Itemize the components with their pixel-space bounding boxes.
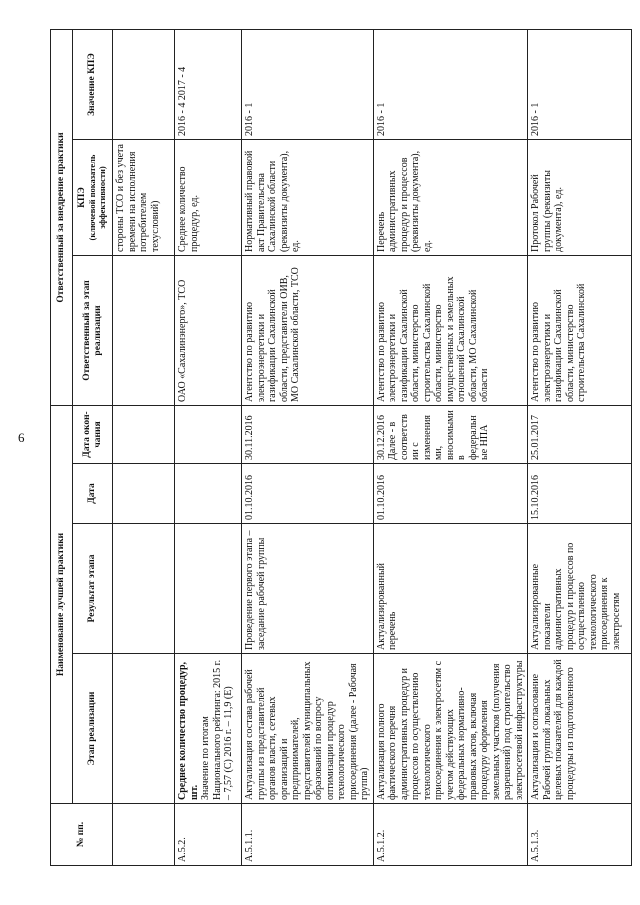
row-responsible: Агентство по развитию электроэнергетики и газификации Сахалинской области, представители ОИВ, МО Сахалинской области, ТСО (242, 256, 374, 406)
header-result: Результат этапа (73, 524, 113, 654)
row-stage: Актуализация полного фактического перечня административных процедур и процессов по осуществлению технологического присоединения к электросетям с учетом действующих федеральных нормативно-правовых актов, включая процедуру оформления земельных участков (получения разрешений) под строительство электросетевой инфраструктуры (373, 654, 528, 804)
row-end-date: 30.12.2016 Далее - в соответствии с изменениями, вносимыми в федеральные НПА (373, 406, 528, 464)
table-row (113, 30, 175, 866)
practice-table (50, 29, 632, 866)
header-responsible-stage: Ответственный за этап реализации (73, 256, 113, 406)
row-stage-cell (175, 654, 242, 804)
row-result (175, 524, 242, 654)
row-date: 01.10.2016 (373, 464, 528, 524)
row-num: А.5.2. (175, 804, 242, 866)
rotated-table-area (50, 30, 622, 866)
row-kpe: Среднее количество процедур, ед. (175, 140, 242, 256)
table-row (242, 30, 374, 866)
row-responsible: Агентство по развитию электроэнергетики и газификации Сахалинской области, министерство строительства Сахалинской (528, 256, 632, 406)
row-responsible: ОАО «Сахалинэнерго», ТСО (175, 256, 242, 406)
row-stage: Значение по итогам Национального рейтинга: 2015 г. – 7,57 (С) 2016 г. – 11,9 (Е) (200, 659, 234, 800)
row-stage: Актуализация и согласование Рабочей группой локальных целевых показателей для каждой процедуры из подготовленного (528, 654, 632, 804)
header-practice-name: Наименование лучшей практики (51, 406, 73, 804)
row-result: Проведение первого этапа – заседание рабочей группы (242, 524, 374, 654)
row-date (175, 464, 242, 524)
row-kpe: Перечень административных процедур и процессов (реквизиты документа), ед. (373, 140, 528, 256)
header-responsible-group: Ответственный за внедрение практики (51, 30, 73, 406)
header-stage: Этап реализации (73, 654, 113, 804)
row-end-date: 25.01.2017 (528, 406, 632, 464)
row-kpe: Протокол Рабочей группы (реквизиты документа), ед. (528, 140, 632, 256)
row-value: 2016 - 1 (373, 30, 528, 140)
row-responsible (113, 256, 175, 406)
row-date: 01.10.2016 (242, 464, 374, 524)
row-stage (113, 654, 175, 804)
row-stage: Актуализация состава рабочей группы из представителей органов власти, сетевых организаций и предпринимателей, представителей муниципальных образований по вопросу оптимизации процедур технологического присоединения (далее - Рабочая группа) (242, 654, 374, 804)
row-date: 15.10.2016 (528, 464, 632, 524)
row-stage-title: Среднее количество процедур, шт. (177, 661, 200, 800)
table-row (528, 30, 632, 866)
header-end-date: Дата окон-чания (73, 406, 113, 464)
row-responsible: Агентство по развитию электроэнергетики и газификации Сахалинской области, министерство строительства Сахалинской области, министерство имущественных и земельных отношений Сахалинской области, МО Сахалинской области (373, 256, 528, 406)
row-date (113, 464, 175, 524)
row-num: А.5.1.2. (373, 804, 528, 866)
row-result: Актуализированный перечень (373, 524, 528, 654)
row-value: 2016 - 4 2017 - 4 (175, 30, 242, 140)
row-kpe: стороны ТСО и без учета времени на исполнения потребителем техусловий) (113, 140, 175, 256)
header-kpe-value: Значение КПЭ (73, 30, 113, 140)
table-row (373, 30, 528, 866)
table-row (175, 30, 242, 866)
row-num: А.5.1.1. (242, 804, 374, 866)
row-value: 2016 - 1 (242, 30, 374, 140)
row-kpe: Нормативный правовой акт Правительства Сахалинской области (реквизиты документа), ед. (242, 140, 374, 256)
row-value (113, 30, 175, 140)
row-result (113, 524, 175, 654)
row-end-date (175, 406, 242, 464)
row-end-date: 30.11.2016 (242, 406, 374, 464)
header-num: № пп. (51, 804, 113, 866)
row-num (113, 804, 175, 866)
page-number: 6 (18, 430, 25, 445)
header-date: Дата (73, 464, 113, 524)
row-result: Актуализированные показатели административных процедур и процессов по осуществлению технологического присоединения к электросетям (528, 524, 632, 654)
row-value: 2016 - 1 (528, 30, 632, 140)
header-kpe-title: КПЭ (77, 187, 88, 208)
header-kpe (73, 140, 113, 256)
row-num: А.5.1.3. (528, 804, 632, 866)
row-end-date (113, 406, 175, 464)
header-kpe-sub: (ключевой показатель эффективности) (87, 154, 107, 241)
